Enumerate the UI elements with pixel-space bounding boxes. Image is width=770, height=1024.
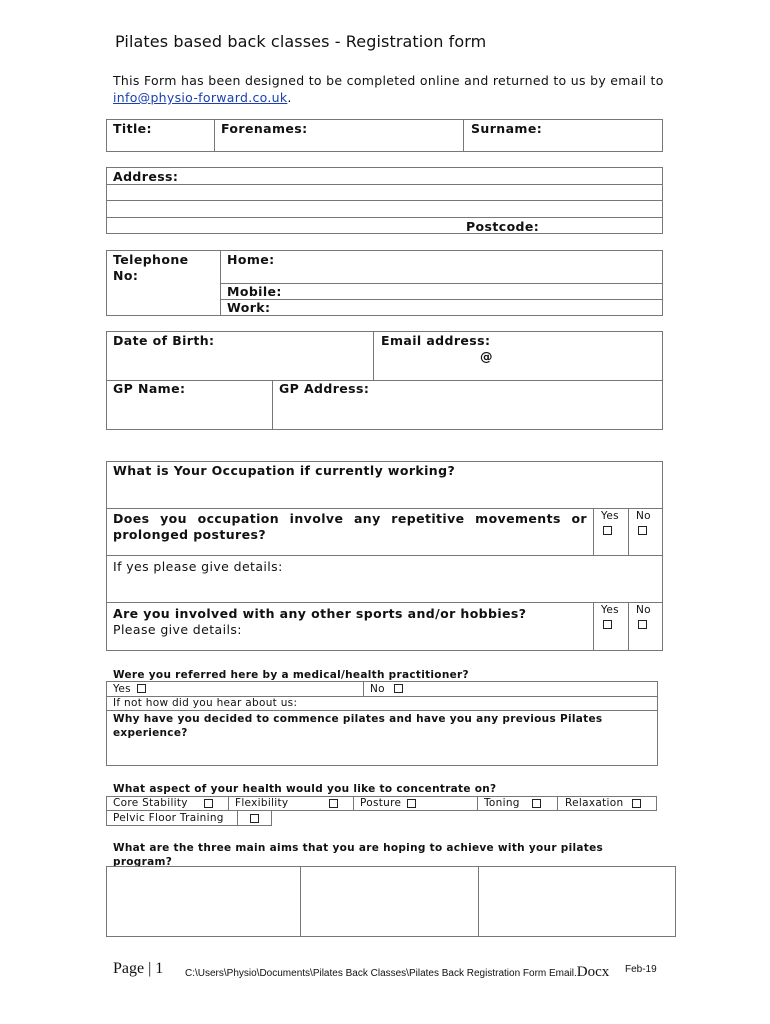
- option-toning: Toning: [484, 797, 520, 809]
- intro-sentence: This Form has been designed to be completed online and returned to us by email to: [113, 73, 664, 88]
- intro-suffix: .: [287, 90, 292, 105]
- gp-address-field[interactable]: GP Address:: [279, 381, 370, 396]
- option-pelvic-floor: Pelvic Floor Training: [113, 812, 224, 824]
- option-relaxation: Relaxation: [565, 797, 624, 809]
- referral-question: Were you referred here by a medical/health practitioner?: [113, 669, 469, 681]
- work-phone-field[interactable]: Work:: [227, 300, 271, 315]
- email-field[interactable]: Email address:: [381, 333, 491, 348]
- file-extension: Docx: [576, 964, 610, 980]
- posture-checkbox[interactable]: [407, 799, 416, 808]
- page-number: Page | 1: [113, 960, 164, 977]
- referral-yes-checkbox[interactable]: [137, 684, 146, 693]
- option-posture: Posture: [360, 797, 402, 809]
- intro-text: [113, 72, 673, 106]
- aim-2-field[interactable]: [301, 867, 477, 936]
- aim-1-field[interactable]: [107, 867, 299, 936]
- file-path-text: C:\Users\Physio\Documents\Pilates Back Classes\Pilates Back Registration Form Email.: [185, 968, 577, 979]
- core-stability-checkbox[interactable]: [204, 799, 213, 808]
- referral-no-label: No: [370, 683, 385, 695]
- repetitive-no-label: No: [636, 510, 651, 522]
- sports-yes-label: Yes: [601, 604, 619, 616]
- option-core-stability: Core Stability: [113, 797, 188, 809]
- repetitive-question: Does you occupation involve any repetitive movements or prolonged postures?: [113, 511, 587, 542]
- mobile-phone-field[interactable]: Mobile:: [227, 284, 282, 299]
- sports-yes-checkbox[interactable]: [603, 620, 612, 629]
- gp-name-field[interactable]: GP Name:: [113, 381, 186, 396]
- pelvic-floor-checkbox[interactable]: [250, 814, 259, 823]
- relaxation-checkbox[interactable]: [632, 799, 641, 808]
- email-at-sign: @: [480, 349, 493, 364]
- sports-no-label: No: [636, 604, 651, 616]
- home-phone-field[interactable]: Home:: [227, 252, 275, 267]
- email-link[interactable]: info@physio-forward.co.uk: [113, 90, 288, 105]
- aims-question: What are the three main aims that you are hoping to achieve with your pilates program?: [113, 842, 604, 868]
- sports-details[interactable]: Please give details:: [113, 622, 242, 637]
- toning-checkbox[interactable]: [532, 799, 541, 808]
- footer-date: Feb-19: [625, 964, 657, 975]
- repetitive-yes-label: Yes: [601, 510, 619, 522]
- file-path: [185, 964, 609, 981]
- repetitive-yes-checkbox[interactable]: [603, 526, 612, 535]
- postcode-label: Postcode:: [466, 219, 540, 234]
- address-label: Address:: [113, 169, 179, 184]
- referral-yes-label: Yes: [113, 683, 131, 695]
- aim-3-field[interactable]: [479, 867, 675, 936]
- forenames-field[interactable]: Forenames:: [221, 121, 308, 136]
- repetitive-details[interactable]: If yes please give details:: [113, 559, 283, 574]
- why-pilates-field[interactable]: Why have you decided to commence pilates and have you any previous Pilates experience?: [113, 713, 603, 739]
- dob-field[interactable]: Date of Birth:: [113, 333, 215, 348]
- sports-no-checkbox[interactable]: [638, 620, 647, 629]
- flexibility-checkbox[interactable]: [329, 799, 338, 808]
- repetitive-no-checkbox[interactable]: [638, 526, 647, 535]
- surname-field[interactable]: Surname:: [471, 121, 543, 136]
- name-row: [106, 119, 663, 152]
- title-field[interactable]: Title:: [113, 121, 152, 136]
- sports-question: Are you involved with any other sports and/or hobbies?: [113, 606, 527, 621]
- hear-about-field[interactable]: If not how did you hear about us:: [113, 697, 298, 709]
- telephone-label: Telephone No:: [113, 252, 189, 283]
- occupation-question[interactable]: What is Your Occupation if currently working?: [113, 463, 456, 478]
- option-flexibility: Flexibility: [235, 797, 289, 809]
- health-question: What aspect of your health would you like to concentrate on?: [113, 783, 497, 795]
- form-title: Pilates based back classes - Registration form: [115, 32, 487, 51]
- referral-no-checkbox[interactable]: [394, 684, 403, 693]
